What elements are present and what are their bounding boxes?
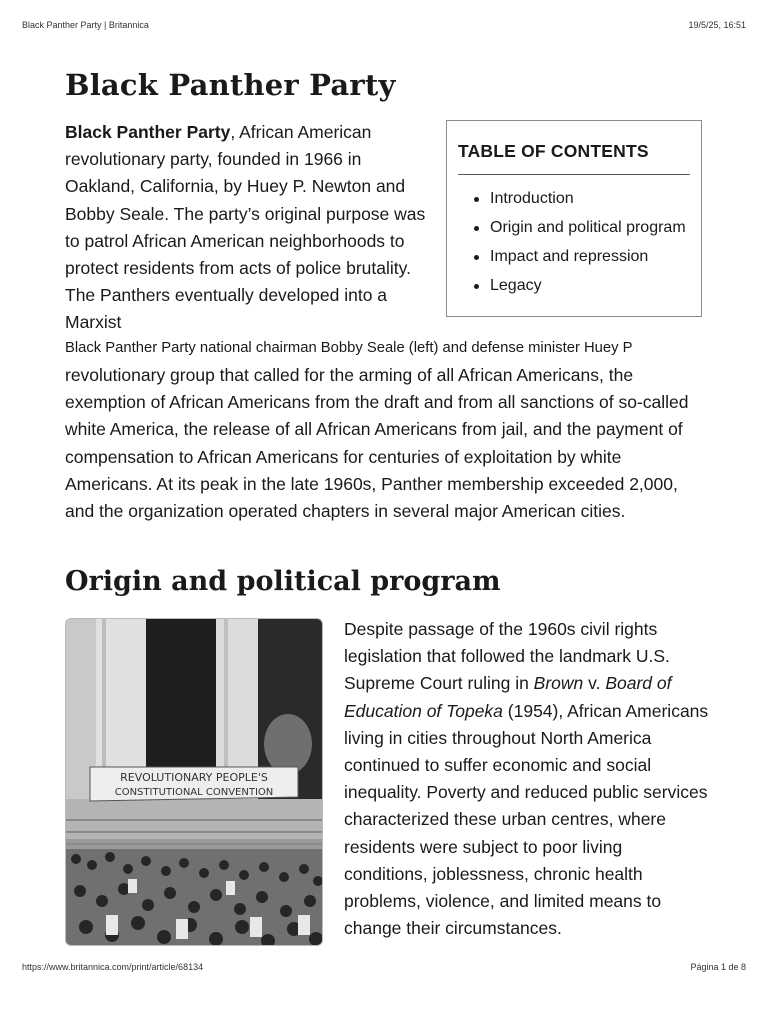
origin-paragraph (344, 616, 709, 942)
continuation-column (65, 362, 705, 525)
origin-column (344, 616, 709, 942)
print-header-datetime: 19/5/25, 16:51 (688, 20, 746, 30)
convention-photo (65, 618, 323, 946)
intro-column (65, 119, 435, 337)
toc-title: TABLE OF CONTENTS (458, 141, 690, 175)
toc-item-impact[interactable]: Impact and repression (474, 242, 690, 271)
toc-item-origin[interactable]: Origin and political program (474, 213, 690, 242)
banner-line-2: CONSTITUTIONAL CONVENTION (114, 787, 274, 798)
case-name-board: Board of Education of Topeka (344, 673, 672, 721)
intro-bold-term: Black Panther Party (65, 122, 231, 142)
convention-photo-illustration (66, 619, 323, 946)
intro-paragraph (65, 119, 435, 337)
print-header (22, 20, 746, 30)
table-of-contents (446, 120, 702, 317)
print-footer-url: https://www.britannica.com/print/article/68134 (22, 962, 204, 972)
print-footer-page: Página 1 de 8 (690, 962, 746, 972)
section-title: Origin and political program (65, 566, 501, 597)
print-footer (22, 962, 746, 972)
print-header-title: Black Panther Party | Britannica (22, 20, 149, 30)
banner-line-1: REVOLUTIONARY PEOPLE'S (120, 771, 268, 784)
toc-item-legacy[interactable]: Legacy (474, 271, 690, 300)
image-caption: Black Panther Party national chairman Bobby Seale (left) and defense minister Huey P (65, 340, 633, 356)
toc-list (458, 184, 690, 300)
intro-text: , African American revolutionary party, founded in 1966 in Oakland, California, by Huey P. Newton and Bobby Seale. The party’s original purpose was to patrol African American neighborhoods to protect residents from acts of police brutality. The Panthers eventually developed into a Marxist (65, 122, 426, 333)
case-v: v. (583, 673, 606, 694)
continuation-paragraph: revolutionary group that called for the arming of all African Americans, the exemption of African Americans from the draft and from all sanctions of so-called white America, the release of all African Americans from jail, and the payment of compensation to African Americans for centuries of exploitation by white Americans. At its peak in the late 1960s, Panther membership exceeded 2,000, and the organization operated chapters in several major American cities. (65, 365, 689, 522)
origin-text-1: Despite passage of the 1960s civil rights legislation that followed the landmark U.S. Supreme Court ruling in (344, 619, 670, 694)
origin-text-2: (1954), African Americans living in cities throughout North America continued to suffer economic and social inequality. Poverty and reduced public services characterized these urban centres, where residents were subject to poor living conditions, joblessness, chronic health problems, violence, and limited means to change their circumstances. (344, 700, 709, 939)
toc-item-introduction[interactable]: Introduction (474, 184, 690, 213)
article-title: Black Panther Party (65, 68, 396, 102)
case-name-brown: Brown (533, 673, 584, 694)
